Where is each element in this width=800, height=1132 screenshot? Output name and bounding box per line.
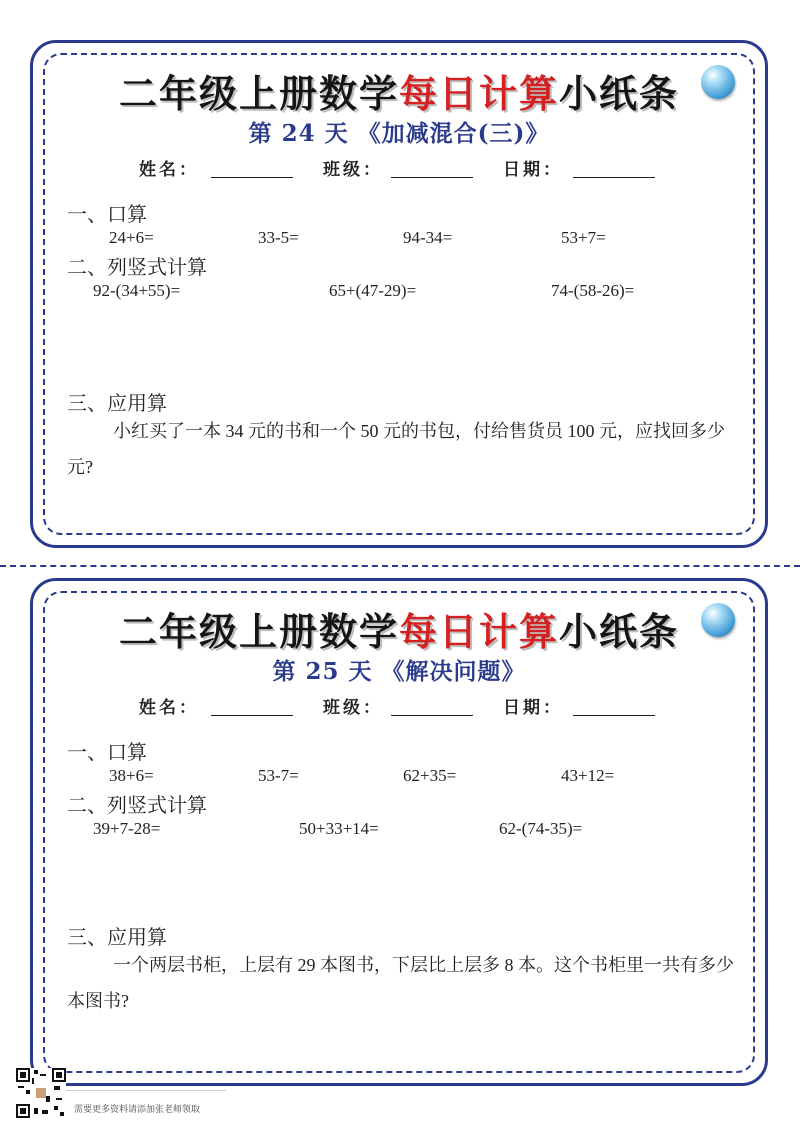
vertical-problem: 65+(47-29)=	[329, 281, 417, 300]
vertical-problem: 74-(58-26)=	[551, 281, 635, 300]
blue-ball-icon	[701, 603, 735, 637]
word-problem: 小红买了一本 34 元的书和一个 50 元的书包，付给售货员 100 元，应找回多少元?	[67, 421, 725, 477]
vertical-problem: 50+33+14=	[299, 819, 379, 838]
class-label: 班级：	[323, 160, 383, 180]
title-highlight: 每日计算	[398, 72, 559, 116]
oral-problem: 53-7=	[258, 766, 299, 785]
blue-ball-icon	[701, 65, 735, 99]
section-oral-heading: 一、口算	[67, 740, 147, 764]
section-oral-heading: 一、口算	[67, 202, 147, 226]
title-pre: 二年级上册数学	[118, 72, 399, 116]
date-blank[interactable]	[573, 177, 655, 178]
section-applied-heading: 三、应用算	[67, 391, 167, 415]
class-blank[interactable]	[391, 177, 473, 178]
worksheet-title	[33, 63, 765, 118]
title-post: 小纸条	[559, 610, 680, 654]
date-blank[interactable]	[573, 715, 655, 716]
class-blank[interactable]	[391, 715, 473, 716]
oral-problem: 38+6=	[109, 766, 154, 785]
section-applied-heading: 三、应用算	[67, 925, 167, 949]
oral-problem: 62+35=	[403, 766, 457, 785]
section-vertical-heading: 二、列竖式计算	[67, 255, 207, 279]
worksheet-title	[33, 601, 765, 656]
vertical-problem: 39+7-28=	[93, 819, 161, 838]
date-label: 日期：	[503, 698, 563, 718]
oral-problem: 24+6=	[109, 228, 154, 247]
oral-problem: 53+7=	[561, 228, 606, 247]
oral-problem: 43+12=	[561, 766, 615, 785]
class-label: 班级：	[323, 698, 383, 718]
title-highlight: 每日计算	[398, 610, 559, 654]
qr-code-icon	[16, 1068, 66, 1118]
worksheet-card-day25	[30, 578, 768, 1086]
vertical-problem: 92-(34+55)=	[93, 281, 181, 300]
name-blank[interactable]	[211, 715, 293, 716]
title-pre: 二年级上册数学	[118, 610, 399, 654]
day-subtitle: 第 25 天 《解决问题》	[272, 658, 526, 685]
date-label: 日期：	[503, 160, 563, 180]
worksheet-card-day24	[30, 40, 768, 548]
name-label: 姓名：	[139, 698, 199, 718]
word-problem: 一个两层书柜，上层有 29 本图书，下层比上层多 8 本。这个书柜里一共有多少本图书?	[67, 955, 734, 1011]
footer-divider	[66, 1090, 226, 1091]
footer-note: 需要更多资料请添加张老师领取	[74, 1105, 201, 1115]
oral-problem: 33-5=	[258, 228, 299, 247]
title-post: 小纸条	[559, 72, 680, 116]
vertical-problem: 62-(74-35)=	[499, 819, 583, 838]
day-subtitle: 第 24 天 《加减混合(三)》	[248, 120, 550, 147]
name-label: 姓名：	[139, 160, 199, 180]
oral-problem: 94-34=	[403, 228, 453, 247]
cut-line	[0, 565, 800, 567]
name-blank[interactable]	[211, 177, 293, 178]
section-vertical-heading: 二、列竖式计算	[67, 793, 207, 817]
